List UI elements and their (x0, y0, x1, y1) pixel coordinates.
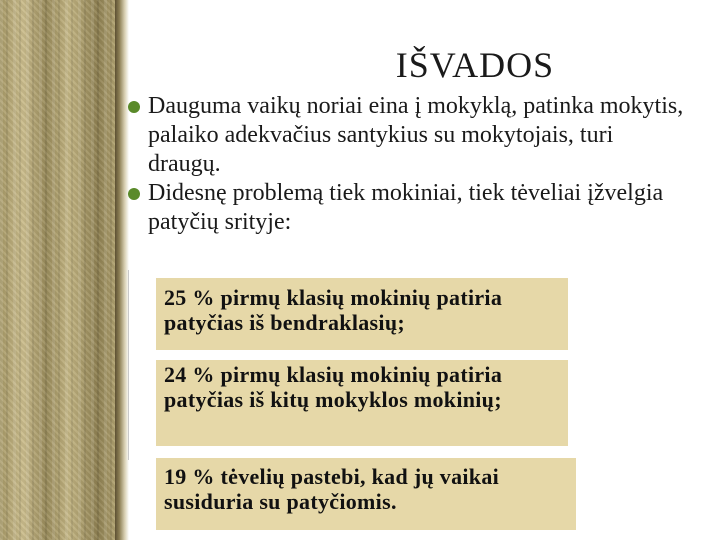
bullet-item (128, 92, 688, 179)
bullet-text: Dauguma vaikų noriai eina į mokyklą, patinka mokytis, palaiko adekvačius santykius su mokytojais, turi draugų. (148, 93, 684, 177)
bullet-list (128, 92, 688, 237)
highlight-text: 25 % pirmų klasių mokinių patiria patyčias iš bendraklasių; (164, 285, 503, 335)
bullet-dot-icon (128, 101, 140, 113)
decorative-left-band (0, 0, 115, 540)
highlight-text: 19 % tėvelių pastebi, kad jų vaikai susiduria su patyčiomis. (164, 464, 500, 514)
divider (128, 270, 129, 460)
highlight-box (156, 360, 568, 446)
bullet-dot-icon (128, 188, 140, 200)
bullet-item (128, 179, 688, 237)
highlight-box (156, 278, 568, 350)
bullet-text: Didesnę problemą tiek mokiniai, tiek tėveliai įžvelgia patyčių srityje: (148, 180, 664, 235)
highlight-text: 24 % pirmų klasių mokinių patiria patyčias iš kitų mokyklos mokinių; (164, 362, 503, 412)
slide-title: IŠVADOS (395, 45, 555, 85)
band-shadow-edge (115, 0, 129, 540)
highlight-box (156, 458, 576, 530)
